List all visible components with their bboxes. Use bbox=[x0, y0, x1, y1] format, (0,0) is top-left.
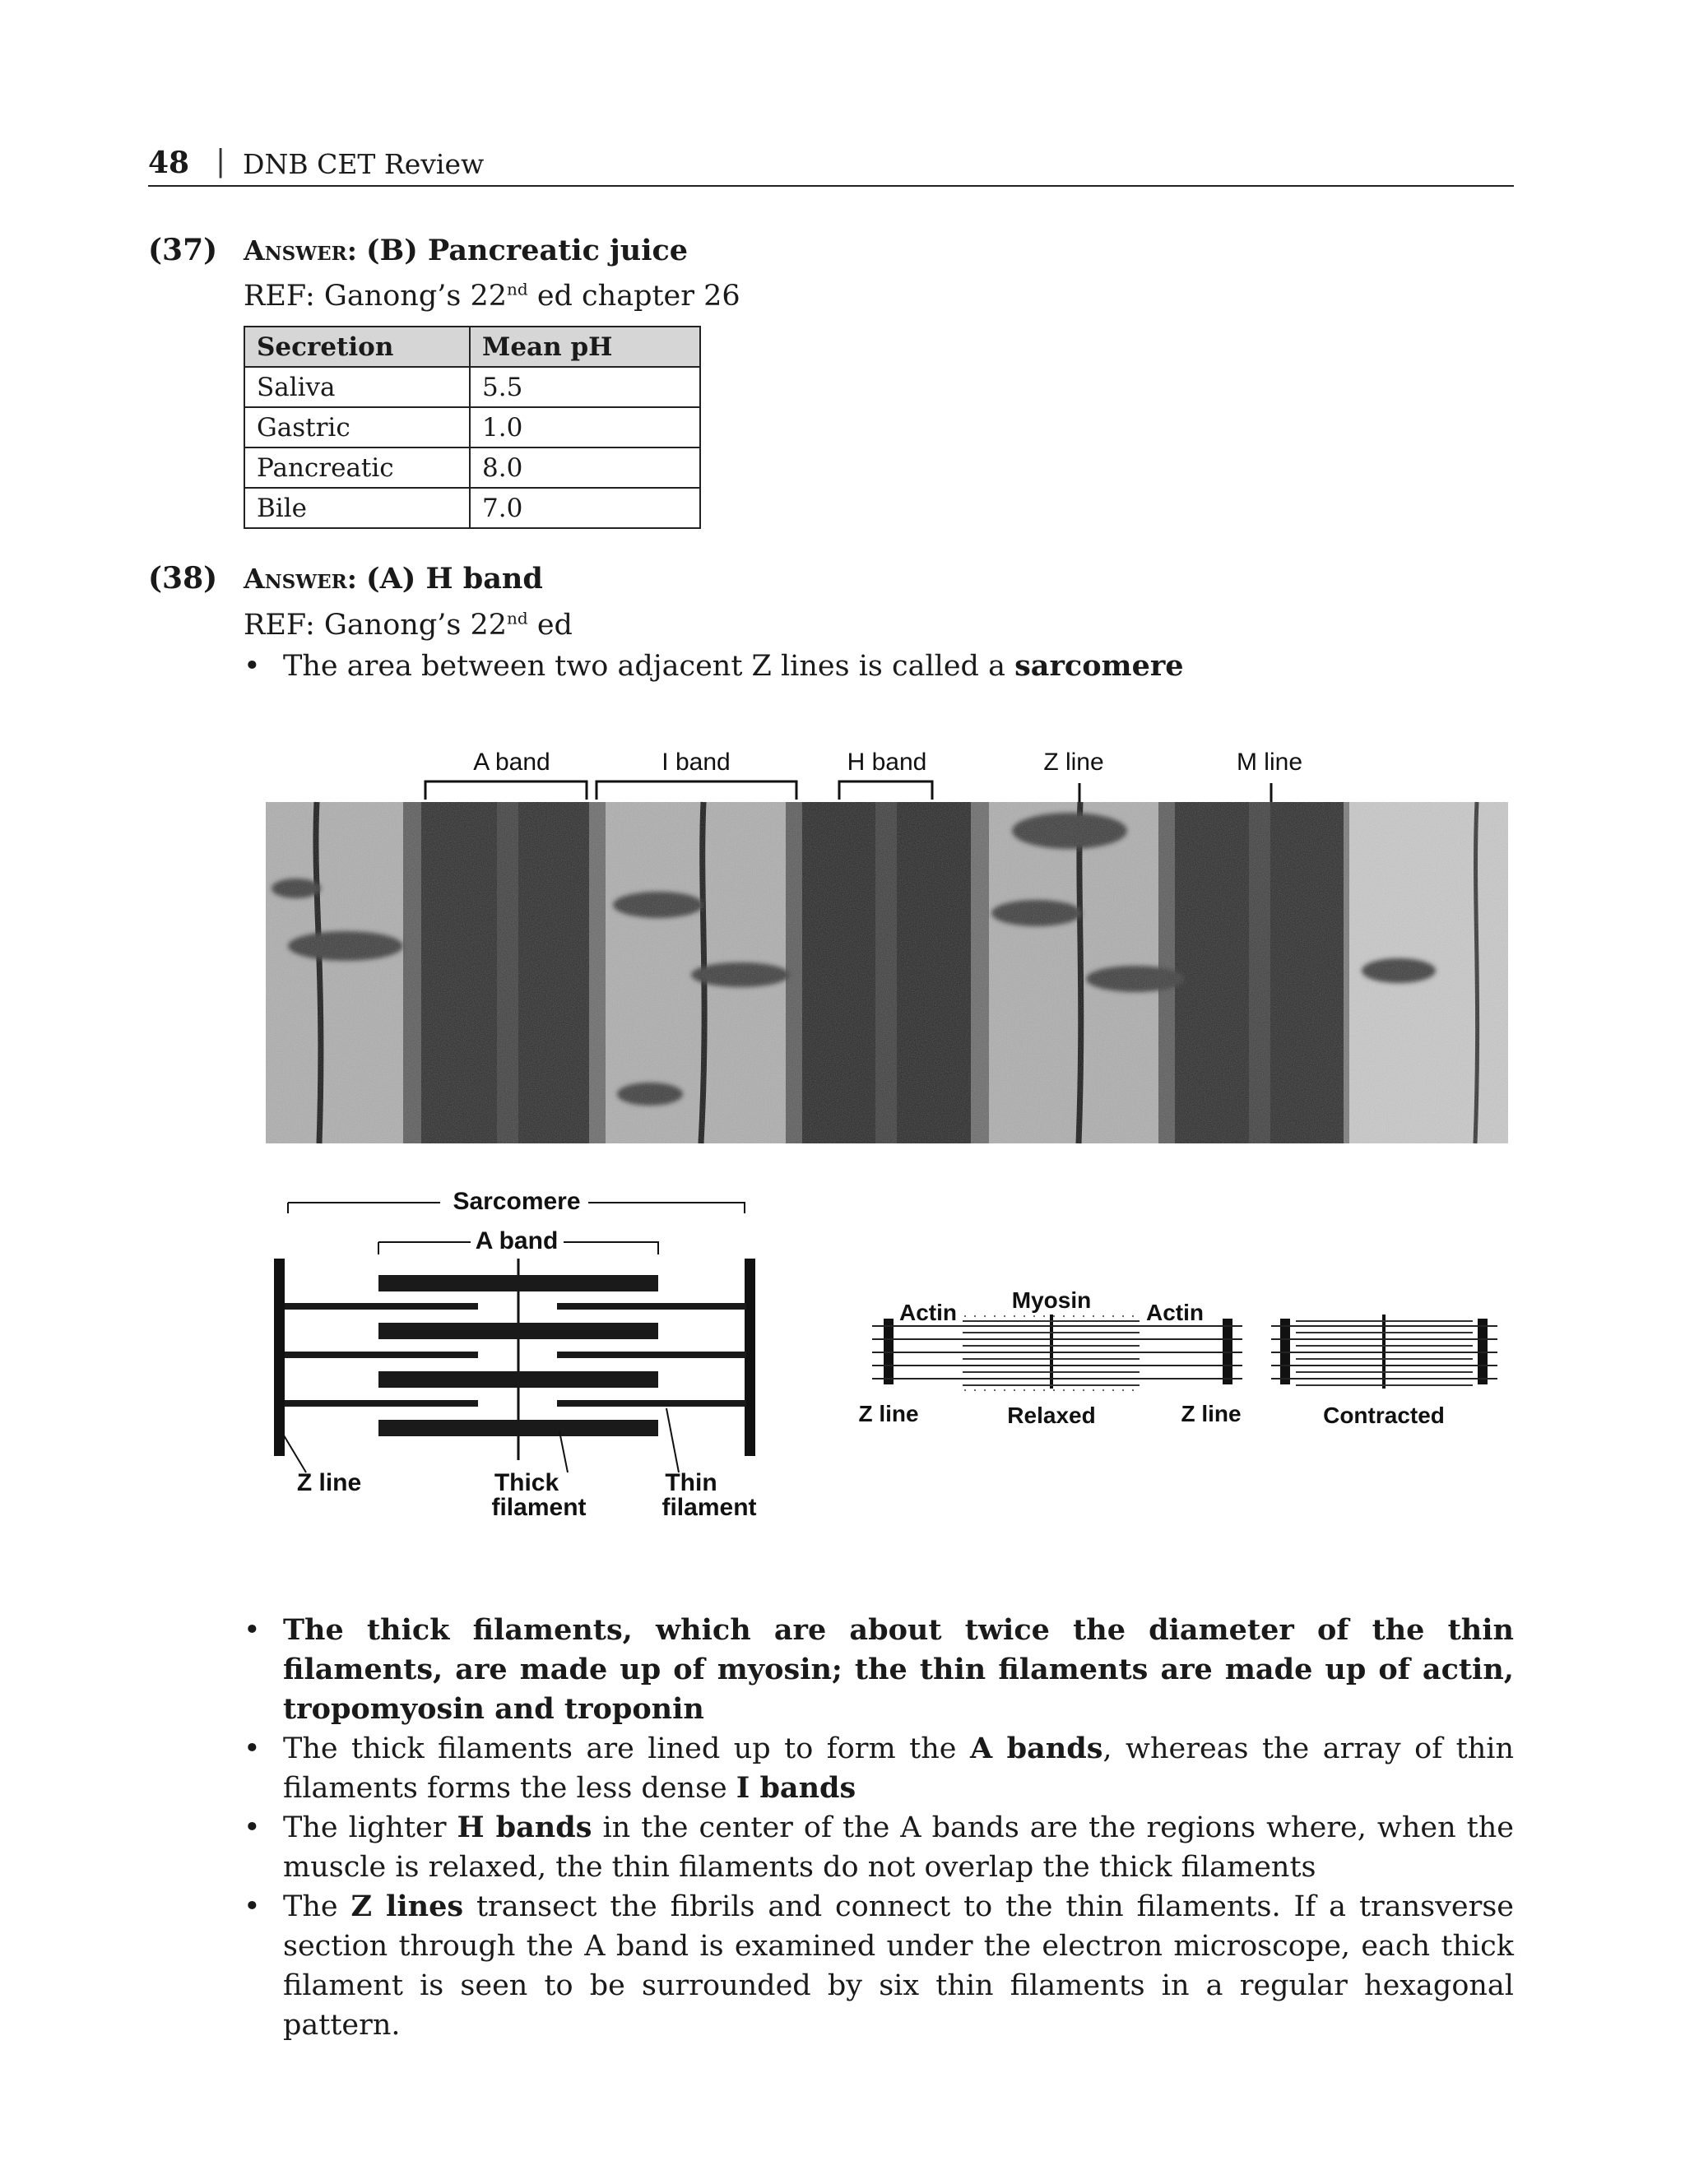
label-a-band: A band bbox=[473, 749, 550, 776]
header-separator: | bbox=[216, 145, 226, 179]
list-item bbox=[244, 1611, 1514, 1729]
answer-label: Answer: bbox=[244, 563, 357, 595]
table-cell: Bile bbox=[244, 488, 470, 528]
label-thin-1: Thin bbox=[665, 1469, 717, 1496]
label-actin-left: Actin bbox=[899, 1300, 957, 1325]
ref-sup: nd bbox=[507, 279, 528, 299]
label-z-line-diagram: Z line bbox=[296, 1469, 362, 1496]
page-number: 48 bbox=[148, 146, 190, 180]
bullet-bold: A bands bbox=[969, 1732, 1103, 1765]
table-cell: 7.0 bbox=[470, 488, 700, 528]
label-m-line: M line bbox=[1236, 749, 1303, 776]
bullet-text: transect the fibrils and connect to the thin filaments. If a transverse section through the A band is examined under the electron microscope, each thick filament is seen to be surrounded by six thin filaments in a regular hexagonal pattern. bbox=[283, 1890, 1515, 2042]
bullet-bold: I bands bbox=[736, 1771, 856, 1805]
bullet-marker: • bbox=[244, 1890, 261, 1923]
table-cell: 5.5 bbox=[470, 367, 700, 407]
bullet-bold: H bands bbox=[457, 1811, 592, 1844]
label-contracted: Contracted bbox=[1323, 1403, 1445, 1428]
label-relaxed: Relaxed bbox=[1007, 1403, 1096, 1428]
question-number-38: (38) bbox=[148, 561, 218, 596]
table-cell: Saliva bbox=[244, 367, 470, 407]
bullet-marker: • bbox=[244, 1811, 261, 1844]
label-thin-2: filament bbox=[661, 1494, 757, 1521]
intro-bold: sarcomere bbox=[1014, 649, 1184, 683]
table-cell: 8.0 bbox=[470, 447, 700, 488]
answer-value: (B) Pancreatic juice bbox=[366, 234, 689, 267]
micrograph-labels bbox=[473, 749, 1302, 776]
list-item bbox=[244, 1729, 1514, 1808]
z-disc-left bbox=[274, 1259, 285, 1456]
bullet-marker: • bbox=[244, 1732, 261, 1765]
bullet-text: The lighter bbox=[283, 1811, 457, 1844]
label-myosin: Myosin bbox=[1011, 1287, 1092, 1313]
label-i-band: I band bbox=[661, 749, 731, 776]
bullet-text: The bbox=[283, 1890, 351, 1923]
ref-prefix: REF: Ganong’s 22 bbox=[244, 280, 507, 313]
electron-micrograph bbox=[266, 802, 1508, 1143]
table-cell: Pancreatic bbox=[244, 447, 470, 488]
label-sarcomere: Sarcomere bbox=[453, 1188, 581, 1215]
label-h-band: H band bbox=[847, 749, 927, 776]
question-number-37: (37) bbox=[148, 233, 218, 267]
bullet-text: The thick filaments are lined up to form the bbox=[283, 1732, 970, 1765]
bullet-text: The thick filaments, which are about twice the diameter of the thin filaments, are made up of myosin; the thin filaments are made up of actin, tropomyosin and troponin bbox=[283, 1613, 1514, 1726]
ref-sup: nd bbox=[507, 608, 528, 628]
label-z-line-right: Z line bbox=[1181, 1401, 1242, 1426]
bullet-list bbox=[244, 1611, 1515, 2045]
label-z-line: Z line bbox=[1043, 749, 1104, 776]
list-item bbox=[244, 1808, 1514, 1887]
bullet-text: , whereas the array of thin filaments forms the less dense bbox=[283, 1732, 1514, 1805]
label-actin-right: Actin bbox=[1146, 1300, 1204, 1325]
thin-filaments bbox=[285, 1303, 746, 1407]
ref-suffix: ed chapter 26 bbox=[527, 280, 740, 313]
list-item bbox=[244, 1887, 1515, 2045]
bullet-marker: • bbox=[244, 1614, 261, 1647]
label-thick-1: Thick bbox=[494, 1469, 559, 1496]
ref-suffix: ed bbox=[527, 609, 573, 642]
table-header: Secretion bbox=[244, 327, 470, 367]
book-title: DNB CET Review bbox=[243, 148, 485, 180]
label-z-line-left: Z line bbox=[858, 1401, 919, 1426]
table-cell: Gastric bbox=[244, 407, 470, 447]
bullet-bold: Z lines bbox=[350, 1890, 464, 1923]
sarcomere-diagram bbox=[274, 1188, 757, 1521]
label-a-band-diagram: A band bbox=[475, 1227, 559, 1254]
ref-prefix: REF: Ganong’s 22 bbox=[244, 609, 507, 642]
contracted-diagram bbox=[1271, 1315, 1497, 1428]
answer-value: (A) H band bbox=[366, 562, 543, 596]
table-header: Mean pH bbox=[470, 327, 700, 367]
bullet-marker: • bbox=[244, 650, 261, 683]
relaxed-diagram bbox=[858, 1287, 1242, 1428]
label-thick-2: filament bbox=[491, 1494, 587, 1521]
table-cell: 1.0 bbox=[470, 407, 700, 447]
intro-text: The area between two adjacent Z lines is called a bbox=[283, 650, 1015, 683]
answer-label: Answer: bbox=[244, 234, 357, 267]
bullet-text: in the center of the A bands are the regions where, when the muscle is relaxed, the thin filaments do not overlap the thick filaments bbox=[283, 1811, 1514, 1884]
